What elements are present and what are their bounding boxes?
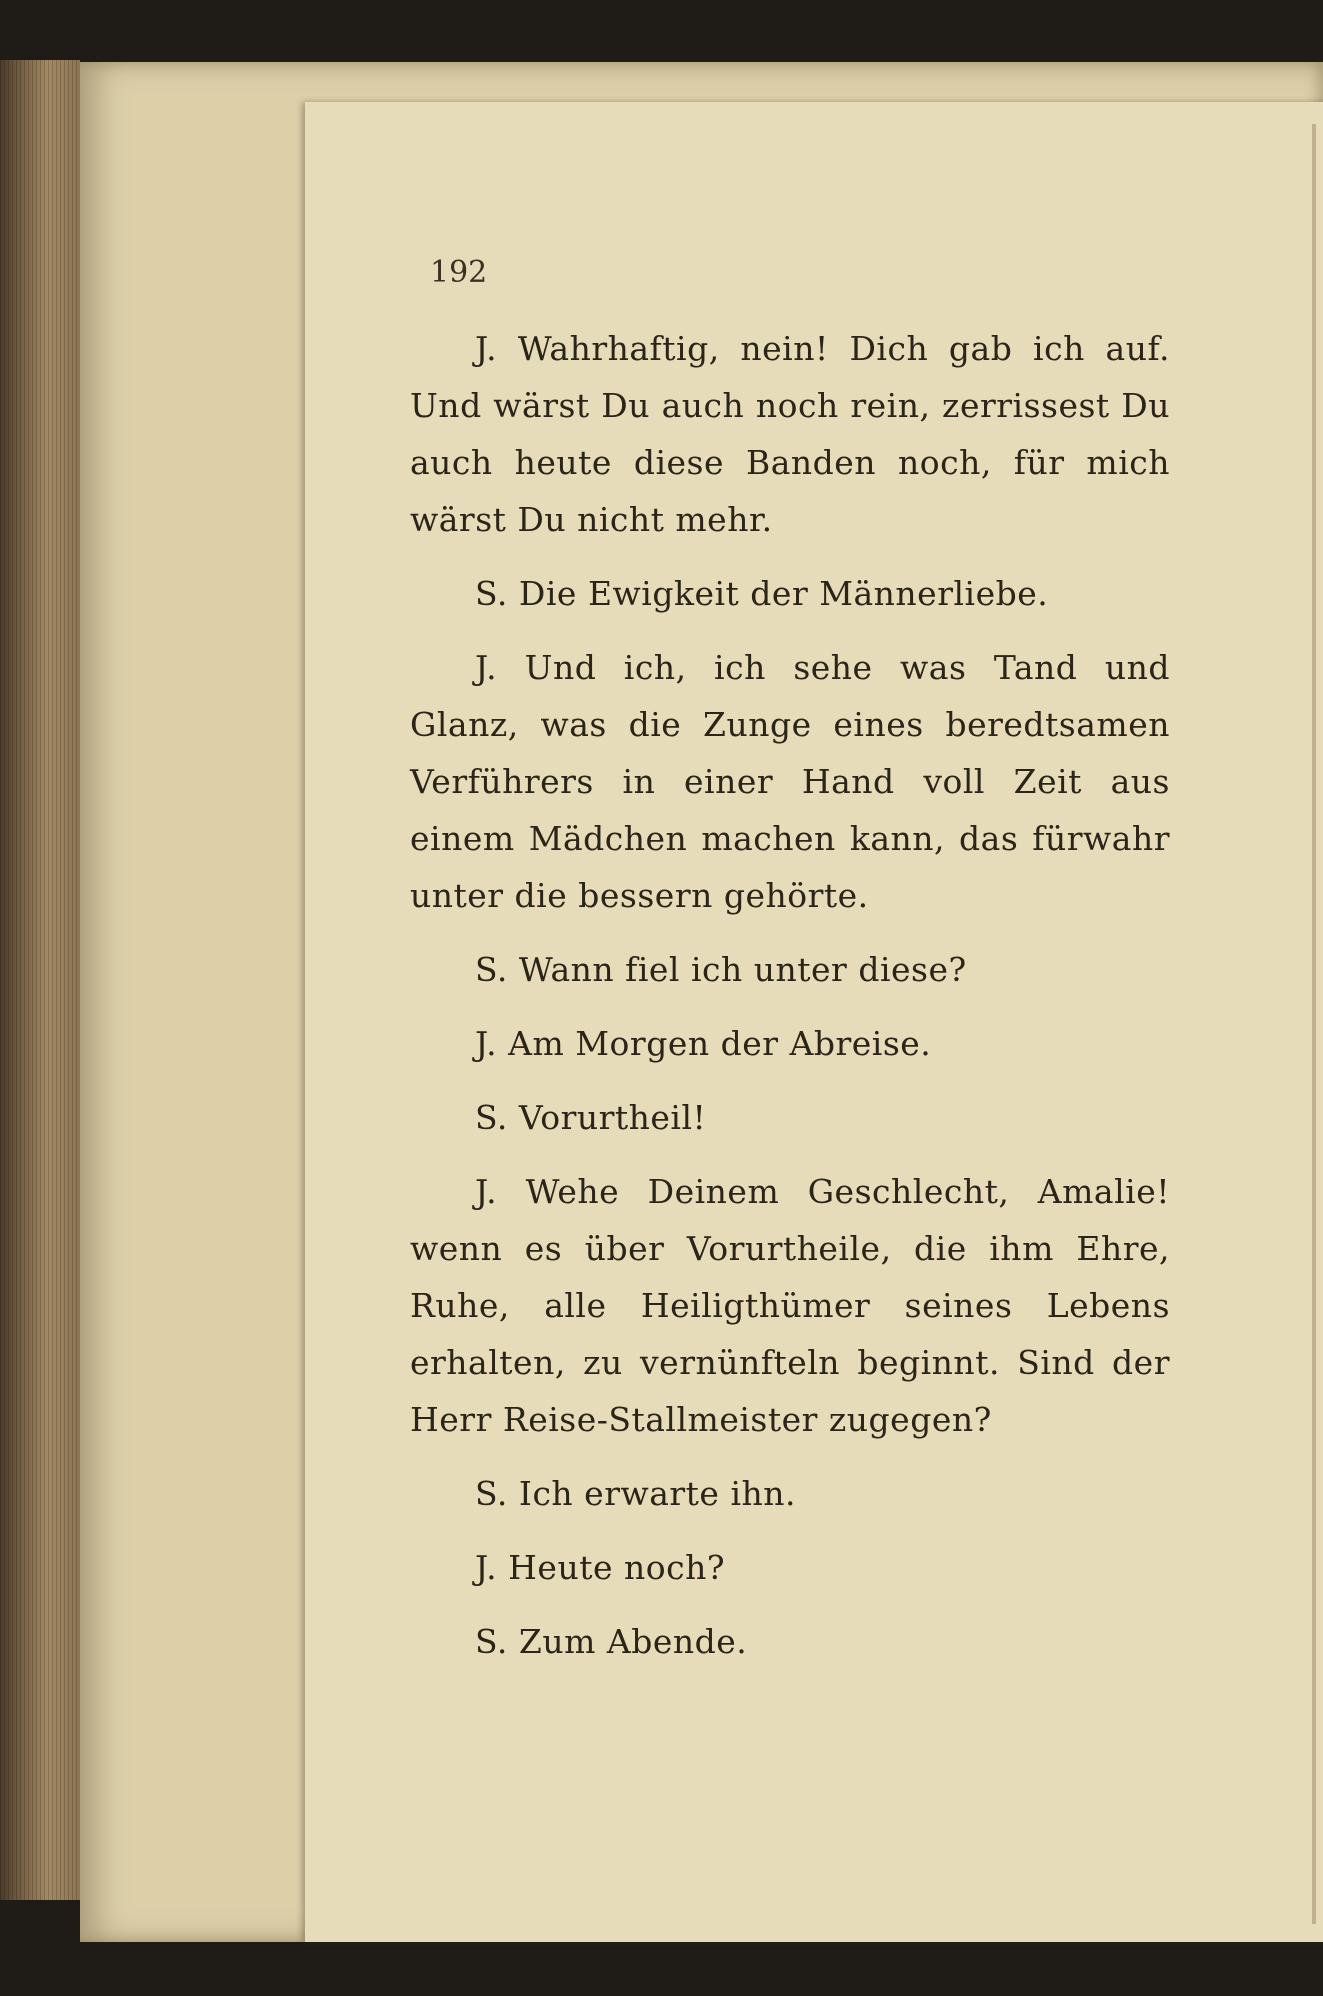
page-text: [410, 320, 1170, 1687]
paragraph: J. Am Morgen der Abreise.: [475, 1024, 932, 1063]
paragraph: S. Zum Abende.: [475, 1622, 748, 1661]
page-number: 192: [430, 255, 488, 290]
paragraph: J. Wahrhaftig, nein! Dich gab ich auf. Und wärst Du auch noch rein, zerrissest Du auch heute diese Banden noch, für mich wärst Du nicht mehr.: [410, 329, 1170, 539]
paragraph: J. Heute noch?: [475, 1548, 726, 1587]
paragraph: S. Die Ewigkeit der Männerliebe.: [475, 574, 1049, 613]
paragraph: J. Und ich, ich sehe was Tand und Glanz, was die Zunge eines beredtsamen Verführers in einer Hand voll Zeit aus einem Mädchen machen kann, das fürwahr unter die bessern gehörte.: [410, 648, 1170, 915]
paragraph: S. Vorurtheil!: [475, 1098, 707, 1137]
book-page-edges: [0, 60, 80, 1900]
paragraph: S. Ich erwarte ihn.: [475, 1474, 797, 1513]
paragraph: S. Wann fiel ich unter diese?: [475, 950, 967, 989]
paragraph: J. Wehe Deinem Geschlecht, Amalie! wenn es über Vorurtheile, die ihm Ehre, Ruhe, alle Heiligthümer seines Lebens erhalten, zu vernünfteln beginnt. Sind der Herr Reise-Stallmeister zugegen?: [410, 1172, 1170, 1439]
gutter-fold: [1312, 124, 1316, 1924]
